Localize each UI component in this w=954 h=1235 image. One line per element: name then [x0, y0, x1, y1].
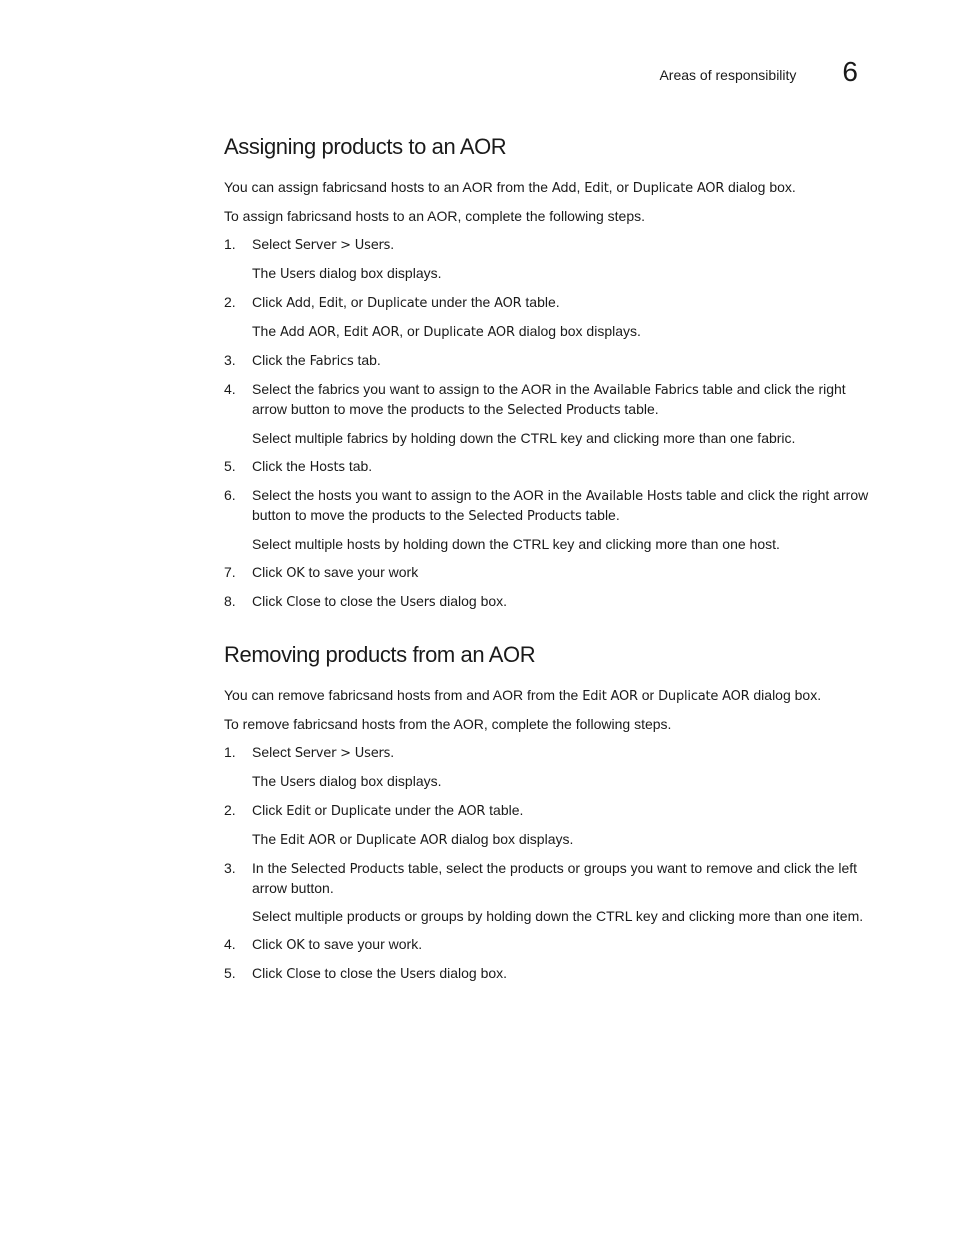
list-item: 6. Select the hosts you want to assign to the AOR in the Available Hosts table and click the right arrow button to move the products to the Selected Products table.: [224, 487, 869, 524]
step-note: The Add AOR, Edit AOR, or Duplicate AOR dialog box displays.: [252, 323, 641, 340]
list-item: 1. Select Server > Users.: [224, 744, 395, 761]
list-item: 5. Click the Hosts tab.: [224, 458, 373, 475]
ui-term: Close: [286, 595, 321, 610]
ui-term: Users: [400, 595, 436, 610]
section-title-removing: Removing products from an AOR: [224, 642, 536, 667]
list-item: 1. Select Server > Users.: [224, 236, 395, 253]
ui-term: Duplicate AOR: [355, 833, 448, 848]
section1-lead: To assign fabricsand hosts to an AOR, complete the following steps.: [224, 208, 646, 224]
ui-term: Duplicate AOR: [658, 689, 750, 704]
ui-term: Available Hosts: [585, 489, 683, 504]
list-item: 4. Click OK to save your work.: [224, 936, 423, 953]
page-content: [224, 132, 870, 993]
ui-term: Server > Users: [294, 238, 391, 253]
ui-term: Selected Products: [290, 862, 405, 877]
ui-term: Edit: [584, 181, 609, 196]
list-item: 2. Click Add, Edit, or Duplicate under the AOR table.: [224, 294, 560, 311]
ui-term: AOR: [457, 804, 486, 819]
ui-term: Available Fabrics: [593, 383, 699, 398]
ui-term: Edit AOR: [582, 689, 638, 704]
step-note: Select multiple products or groups by holding down the CTRL key and clicking more than one item.: [252, 908, 864, 924]
step-note: The Edit AOR or Duplicate AOR dialog box displays.: [252, 831, 574, 848]
ui-term: Hosts: [309, 460, 345, 475]
ui-term: Selected Products: [468, 509, 582, 524]
ui-term: Add: [551, 181, 577, 196]
ui-term: Add: [286, 296, 311, 311]
list-item: 3. Click the Fabrics tab.: [224, 352, 381, 369]
ui-term: Fabrics: [309, 354, 354, 369]
section2-lead: To remove fabricsand hosts from the AOR, complete the following steps.: [224, 716, 672, 732]
ui-term: Users: [400, 967, 436, 982]
list-item: 4. Select the fabrics you want to assign to the AOR in the Available Fabrics table and click the right arrow button to move the products to the Selected Products table.: [224, 381, 846, 418]
ui-term: Edit AOR: [280, 833, 336, 848]
section1-intro: You can assign fabricsand hosts to an AOR from the Add, Edit, or Duplicate AOR dialog box.: [224, 179, 796, 196]
list-item: 8. Click Close to close the Users dialog box.: [224, 593, 508, 610]
running-title: Areas of responsibility: [659, 67, 797, 83]
ui-term: Add AOR: [280, 325, 336, 340]
ui-term: Edit: [286, 804, 311, 819]
list-item: 7. Click OK to save your work: [224, 564, 419, 581]
section-title-assigning: Assigning products to an AOR: [224, 134, 507, 159]
ui-term: AOR: [494, 296, 522, 311]
section2-steps: [224, 743, 870, 984]
section1-steps: [224, 235, 870, 612]
ui-term: Users: [280, 775, 316, 790]
ui-term: Selected Products: [507, 403, 621, 418]
ui-term: Duplicate: [367, 296, 428, 311]
ui-term: Users: [280, 267, 316, 282]
step-note: The Users dialog box displays.: [252, 265, 442, 282]
section2-intro: You can remove fabricsand hosts from and AOR from the Edit AOR or Duplicate AOR dialog box.: [224, 687, 822, 704]
list-item: 3. In the Selected Products table, select the products or groups you want to remove and click the left arrow button.: [224, 860, 858, 896]
running-header: [659, 58, 858, 86]
step-note: The Users dialog box displays.: [252, 773, 442, 790]
ui-term: Edit: [318, 296, 343, 311]
ui-term: Edit AOR: [343, 325, 400, 340]
ui-term: Duplicate AOR: [423, 325, 515, 340]
step-note: Select multiple fabrics by holding down the CTRL key and clicking more than one fabric.: [252, 430, 796, 446]
ui-term: Duplicate AOR: [632, 181, 725, 196]
chapter-number: 6: [842, 56, 858, 87]
ui-term: Server > Users: [294, 746, 391, 761]
list-item: 5. Click Close to close the Users dialog box.: [224, 965, 508, 982]
ui-term: OK: [286, 938, 305, 953]
ui-term: Close: [286, 967, 321, 982]
ui-term: OK: [286, 566, 305, 581]
step-note: Select multiple hosts by holding down the CTRL key and clicking more than one host.: [252, 536, 780, 552]
ui-term: Duplicate: [330, 804, 391, 819]
list-item: 2. Click Edit or Duplicate under the AOR table.: [224, 802, 524, 819]
